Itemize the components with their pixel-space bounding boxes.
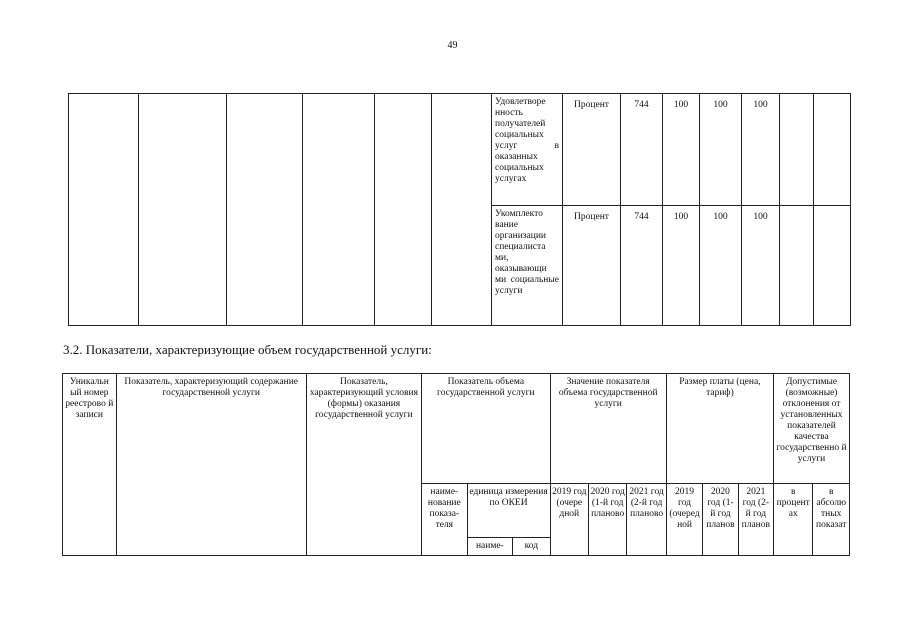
value-2021: 100 [742, 206, 780, 326]
empty-cell [814, 94, 851, 206]
page-number: 49 [447, 40, 458, 51]
header-content-indicator: Показатель, характеризующий содержание государственной услуги [116, 374, 306, 556]
header-volume-indicator: Показатель объема государственной услуги [422, 374, 550, 484]
empty-cell [227, 94, 303, 326]
header-indicator-name: наиме- нование показа- теля [422, 484, 468, 556]
header-unique-number: Уникальн ый номер реестрово й записи [63, 374, 117, 556]
unit-name: Процент [563, 206, 621, 326]
header-2021-value: 2021 год (2-й год планово [627, 484, 666, 556]
header-unit-okei: единица измерения по ОКЕИ [467, 484, 550, 538]
header-deviations: Допустимые (возможные) отклонения от установленных показателей качества государственно й услуги [774, 374, 850, 484]
indicator-name: Укомплекто вание организации специалиста ми, оказывающи ми социальные услуги [492, 206, 563, 326]
empty-cell [375, 94, 432, 326]
quality-indicators-table [68, 93, 851, 326]
header-deviation-percent: в процент ах [774, 484, 813, 556]
value-2021: 100 [742, 94, 780, 206]
empty-cell [432, 94, 492, 326]
indicator-name: Удовлетворе нность получателей социальных услуг в оказанных социальных услугах [492, 94, 563, 206]
empty-cell [69, 94, 139, 326]
value-2020: 100 [700, 94, 742, 206]
header-volume-value: Значение показателя объема государственной услуги [550, 374, 666, 484]
empty-cell [780, 206, 814, 326]
header-deviation-absolute: в абсолю тных показат [813, 484, 850, 556]
empty-cell [814, 206, 851, 326]
header-fee: Размер платы (цена, тариф) [666, 374, 773, 484]
empty-cell [139, 94, 227, 326]
section-heading: 3.2. Показатели, характеризующие объем государственной услуги: [63, 342, 432, 357]
empty-cell [780, 94, 814, 206]
header-unit-name: наиме- [467, 538, 513, 556]
unit-code: 744 [621, 94, 663, 206]
value-2019: 100 [663, 94, 700, 206]
empty-cell [303, 94, 375, 326]
header-condition-indicator: Показатель, характеризующий условия (формы) оказания государственной услуги [306, 374, 421, 556]
header-2019-value: 2019 год (очере дной [550, 484, 588, 556]
unit-code: 744 [621, 206, 663, 326]
header-2019-fee: 2019 год (очеред ной [666, 484, 702, 556]
value-2020: 100 [700, 206, 742, 326]
unit-name: Процент [563, 94, 621, 206]
header-2020-fee: 2020 год (1- й год планов [703, 484, 738, 556]
value-2019: 100 [663, 206, 700, 326]
table-row [69, 94, 851, 206]
table-row [63, 374, 850, 484]
volume-indicators-table [62, 373, 850, 556]
header-2021-fee: 2021 год (2- й год планов [738, 484, 773, 556]
header-2020-value: 2020 год (1-й год планово [588, 484, 626, 556]
header-unit-code: код [513, 538, 550, 556]
